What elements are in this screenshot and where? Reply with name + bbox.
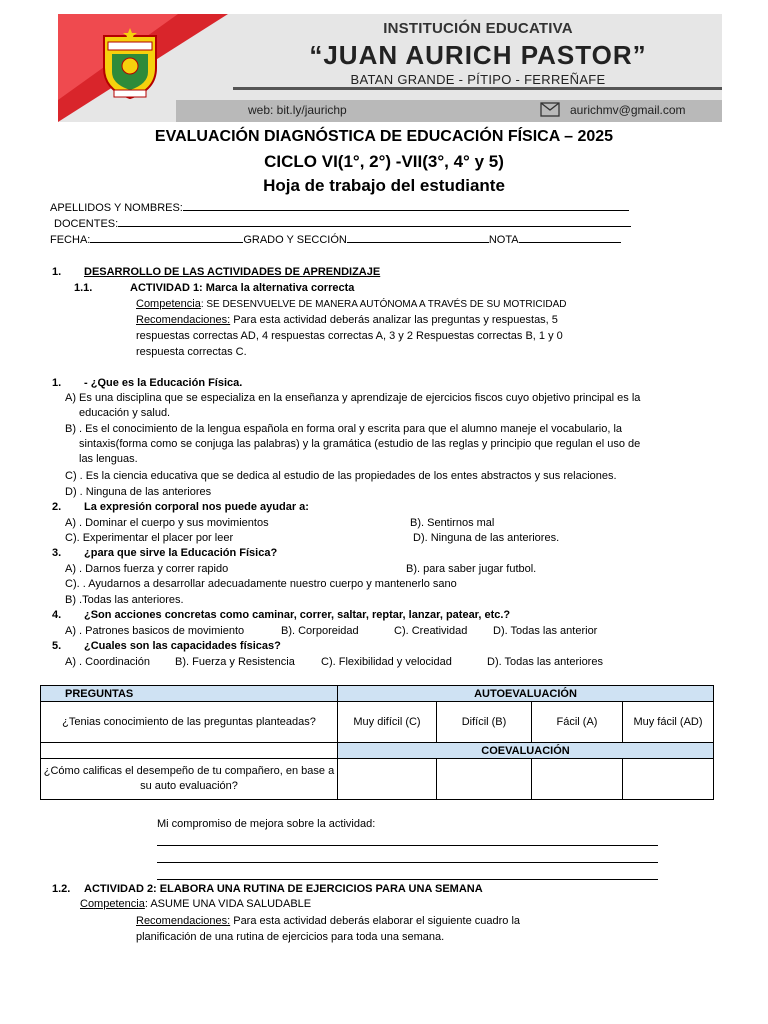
self-eval-header: AUTOEVALUACIÓN bbox=[338, 686, 714, 702]
cycle-title: CICLO VI(1°, 2°) -VII(3°, 4° y 5) bbox=[264, 152, 504, 171]
name-field-row bbox=[50, 200, 650, 216]
note-label: NOTA bbox=[488, 234, 519, 246]
co-eval-cell-4[interactable] bbox=[623, 759, 714, 800]
date-input-line[interactable] bbox=[90, 232, 243, 243]
name-input-line[interactable] bbox=[183, 200, 629, 211]
q1-option-a[interactable]: A) Es una disciplina que se especializa en la enseñanza y aprendizaje de ejercicios fiscos cuyo objetivo principal es la bbox=[65, 392, 641, 404]
q3-option-b[interactable]: B). para saber jugar futbol. bbox=[406, 563, 537, 575]
q4-option-b[interactable]: B). Corporeidad bbox=[281, 625, 359, 637]
teachers-input-line[interactable] bbox=[118, 216, 631, 227]
option-very-easy[interactable]: Muy fácil (AD) bbox=[623, 702, 714, 743]
activity2-competence-text: : ASUME UNA VIDA SALUDABLE bbox=[144, 898, 312, 910]
activity1-title: ACTIVIDAD 1: Marca la alternativa correcta bbox=[130, 282, 355, 294]
section1-number: 1. bbox=[52, 266, 62, 278]
q2-option-a[interactable]: A) . Dominar el cuerpo y sus movimientos bbox=[65, 517, 269, 529]
q5-option-d[interactable]: D). Todas las anteriores bbox=[487, 656, 603, 668]
section1-heading: DESARROLLO DE LAS ACTIVIDADES DE APRENDIZAJE bbox=[84, 266, 381, 278]
q5-number: 5. bbox=[52, 640, 62, 652]
activity2-recommendations-line2: planificación de una rutina de ejercicios para toda una semana. bbox=[136, 931, 445, 943]
co-eval-header-row bbox=[41, 743, 714, 759]
q2-option-b[interactable]: B). Sentirnos mal bbox=[410, 517, 495, 529]
commitment-line-2[interactable] bbox=[157, 862, 658, 863]
activity2-competence-label: Competencia bbox=[80, 898, 145, 910]
teachers-label: DOCENTES: bbox=[54, 218, 119, 230]
q3-text: ¿para que sirve la Educación Física? bbox=[84, 547, 278, 559]
header-divider bbox=[233, 87, 722, 90]
exam-title: EVALUACIÓN DIAGNÓSTICA DE EDUCACIÓN FÍSICA – 2025 bbox=[154, 128, 614, 145]
recommendations-line3: respuesta correctas C. bbox=[136, 346, 247, 358]
q5-option-c[interactable]: C). Flexibilidad y velocidad bbox=[321, 656, 452, 668]
q3-option-c[interactable]: C). . Ayudarnos a desarrollar adecuadamente nuestro cuerpo y mantenerlo sano bbox=[65, 578, 457, 590]
q3-option-a[interactable]: A) . Darnos fuerza y correr rapido bbox=[65, 563, 229, 575]
co-eval-header-blank bbox=[41, 743, 338, 759]
option-very-difficult[interactable]: Muy difícil (C) bbox=[338, 702, 437, 743]
q2-option-c[interactable]: C). Experimentar el placer por leer bbox=[65, 532, 234, 544]
date-label: FECHA: bbox=[50, 234, 91, 246]
table-header-row bbox=[41, 686, 714, 702]
q1-option-c[interactable]: C) . Es la ciencia educativa que se dedica al estudio de las propiedades de los entes abstractos y sus relaciones. bbox=[65, 470, 617, 482]
evaluation-table bbox=[40, 685, 714, 800]
q4-option-c[interactable]: C). Creatividad bbox=[394, 625, 468, 637]
institution-name: “JUAN AURICH PASTOR” bbox=[309, 40, 647, 70]
q3-option-b2[interactable]: B) .Todas las anteriores. bbox=[65, 594, 184, 606]
date-field-row bbox=[50, 232, 670, 248]
institution-location: BATAN GRANDE - PÍTIPO - FERREÑAFE bbox=[350, 72, 606, 87]
activity2-recommendations-row bbox=[136, 914, 520, 929]
name-label: APELLIDOS Y NOMBRES: bbox=[50, 202, 183, 214]
co-eval-row bbox=[41, 759, 714, 800]
q1-option-d[interactable]: D) . Ninguna de las anteriores bbox=[65, 486, 212, 498]
q3-number: 3. bbox=[52, 547, 62, 559]
worksheet-title: Hoja de trabajo del estudiante bbox=[263, 176, 505, 195]
recommendations-row bbox=[136, 313, 558, 328]
q4-number: 4. bbox=[52, 609, 62, 621]
activity2-recommendations-label: Recomendaciones: bbox=[136, 915, 231, 927]
website-link[interactable]: web: bit.ly/jaurichp bbox=[248, 103, 347, 117]
activity2-recommendations-text: Para esta actividad deberás elaborar el siguiente cuadro la bbox=[230, 915, 521, 927]
recommendations-line2: respuestas correctas AD, 4 respuestas correctas A, 3 y 2 Respuestas correctas B, 1 y 0 bbox=[136, 330, 563, 342]
activity2-title: ACTIVIDAD 2: ELABORA UNA RUTINA DE EJERCICIOS PARA UNA SEMANA bbox=[84, 883, 483, 895]
q2-option-d[interactable]: D). Ninguna de las anteriores. bbox=[413, 532, 560, 544]
co-eval-question: ¿Cómo calificas el desempeño de tu compañero, en base a su auto evaluación? bbox=[41, 759, 338, 800]
recommendations-text: Para esta actividad deberás analizar las preguntas y respuestas, 5 bbox=[230, 314, 558, 326]
activity2-number: 1.2. bbox=[52, 883, 71, 895]
q2-number: 2. bbox=[52, 501, 62, 513]
q5-option-a[interactable]: A) . Coordinación bbox=[65, 656, 150, 668]
q1-option-b[interactable]: B) . Es el conocimiento de la lengua española en forma oral y escrita para que el alumno maneje el vocabulario, la bbox=[65, 423, 623, 435]
q5-text: ¿Cuales son las capacidades físicas? bbox=[84, 640, 281, 652]
teachers-field-row bbox=[54, 216, 654, 232]
activity2-competence-row bbox=[80, 897, 311, 912]
co-eval-cell-3[interactable] bbox=[532, 759, 623, 800]
q4-option-a[interactable]: A) . Patrones basicos de movimiento bbox=[65, 625, 245, 637]
competence-text: : SE DESENVUELVE DE MANERA AUTÓNOMA A TRAVÉS DE SU MOTRICIDAD bbox=[200, 299, 567, 310]
school-crest-icon bbox=[98, 28, 162, 100]
grade-input-line[interactable] bbox=[347, 232, 489, 243]
competence-label: Competencia bbox=[136, 298, 201, 310]
co-eval-cell-2[interactable] bbox=[437, 759, 532, 800]
co-eval-header: COEVALUACIÓN bbox=[338, 743, 714, 759]
commitment-line-1[interactable] bbox=[157, 845, 658, 846]
commitment-label: Mi compromiso de mejora sobre la actividad: bbox=[157, 818, 376, 830]
q1-option-a-cont: educación y salud. bbox=[79, 407, 171, 419]
institution-type: INSTITUCIÓN EDUCATIVA bbox=[383, 20, 573, 37]
self-eval-question: ¿Tenias conocimiento de las preguntas planteadas? bbox=[41, 702, 338, 743]
q1-number: 1. bbox=[52, 377, 62, 389]
option-easy[interactable]: Fácil (A) bbox=[532, 702, 623, 743]
note-input-line[interactable] bbox=[519, 232, 621, 243]
questions-header: PREGUNTAS bbox=[41, 686, 338, 702]
competence-row bbox=[136, 297, 566, 312]
q4-text: ¿Son acciones concretas como caminar, correr, saltar, reptar, lanzar, patear, etc.? bbox=[84, 609, 511, 621]
q1-option-b-cont2: las lenguas. bbox=[79, 453, 138, 465]
commitment-line-3[interactable] bbox=[157, 879, 658, 880]
email-link[interactable]: aurichmv@gmail.com bbox=[570, 103, 686, 117]
co-eval-cell-1[interactable] bbox=[338, 759, 437, 800]
q1-option-b-cont: sintaxis(forma como se conjuga las palabras) y la gramática (estudio de las reglas y principio que regulan el uso de bbox=[79, 438, 641, 450]
q4-option-d[interactable]: D). Todas las anterior bbox=[493, 625, 598, 637]
activity1-number: 1.1. bbox=[74, 282, 93, 294]
self-eval-row bbox=[41, 702, 714, 743]
q2-text: La expresión corporal nos puede ayudar a: bbox=[84, 501, 309, 513]
header-banner bbox=[58, 14, 722, 122]
q1-text: - ¿Que es la Educación Física. bbox=[84, 377, 243, 389]
recommendations-label: Recomendaciones: bbox=[136, 314, 231, 326]
email-icon bbox=[540, 102, 560, 117]
grade-label: GRADO Y SECCIÓN bbox=[243, 234, 347, 246]
q5-option-b[interactable]: B). Fuerza y Resistencia bbox=[175, 656, 295, 668]
option-difficult[interactable]: Difícil (B) bbox=[437, 702, 532, 743]
